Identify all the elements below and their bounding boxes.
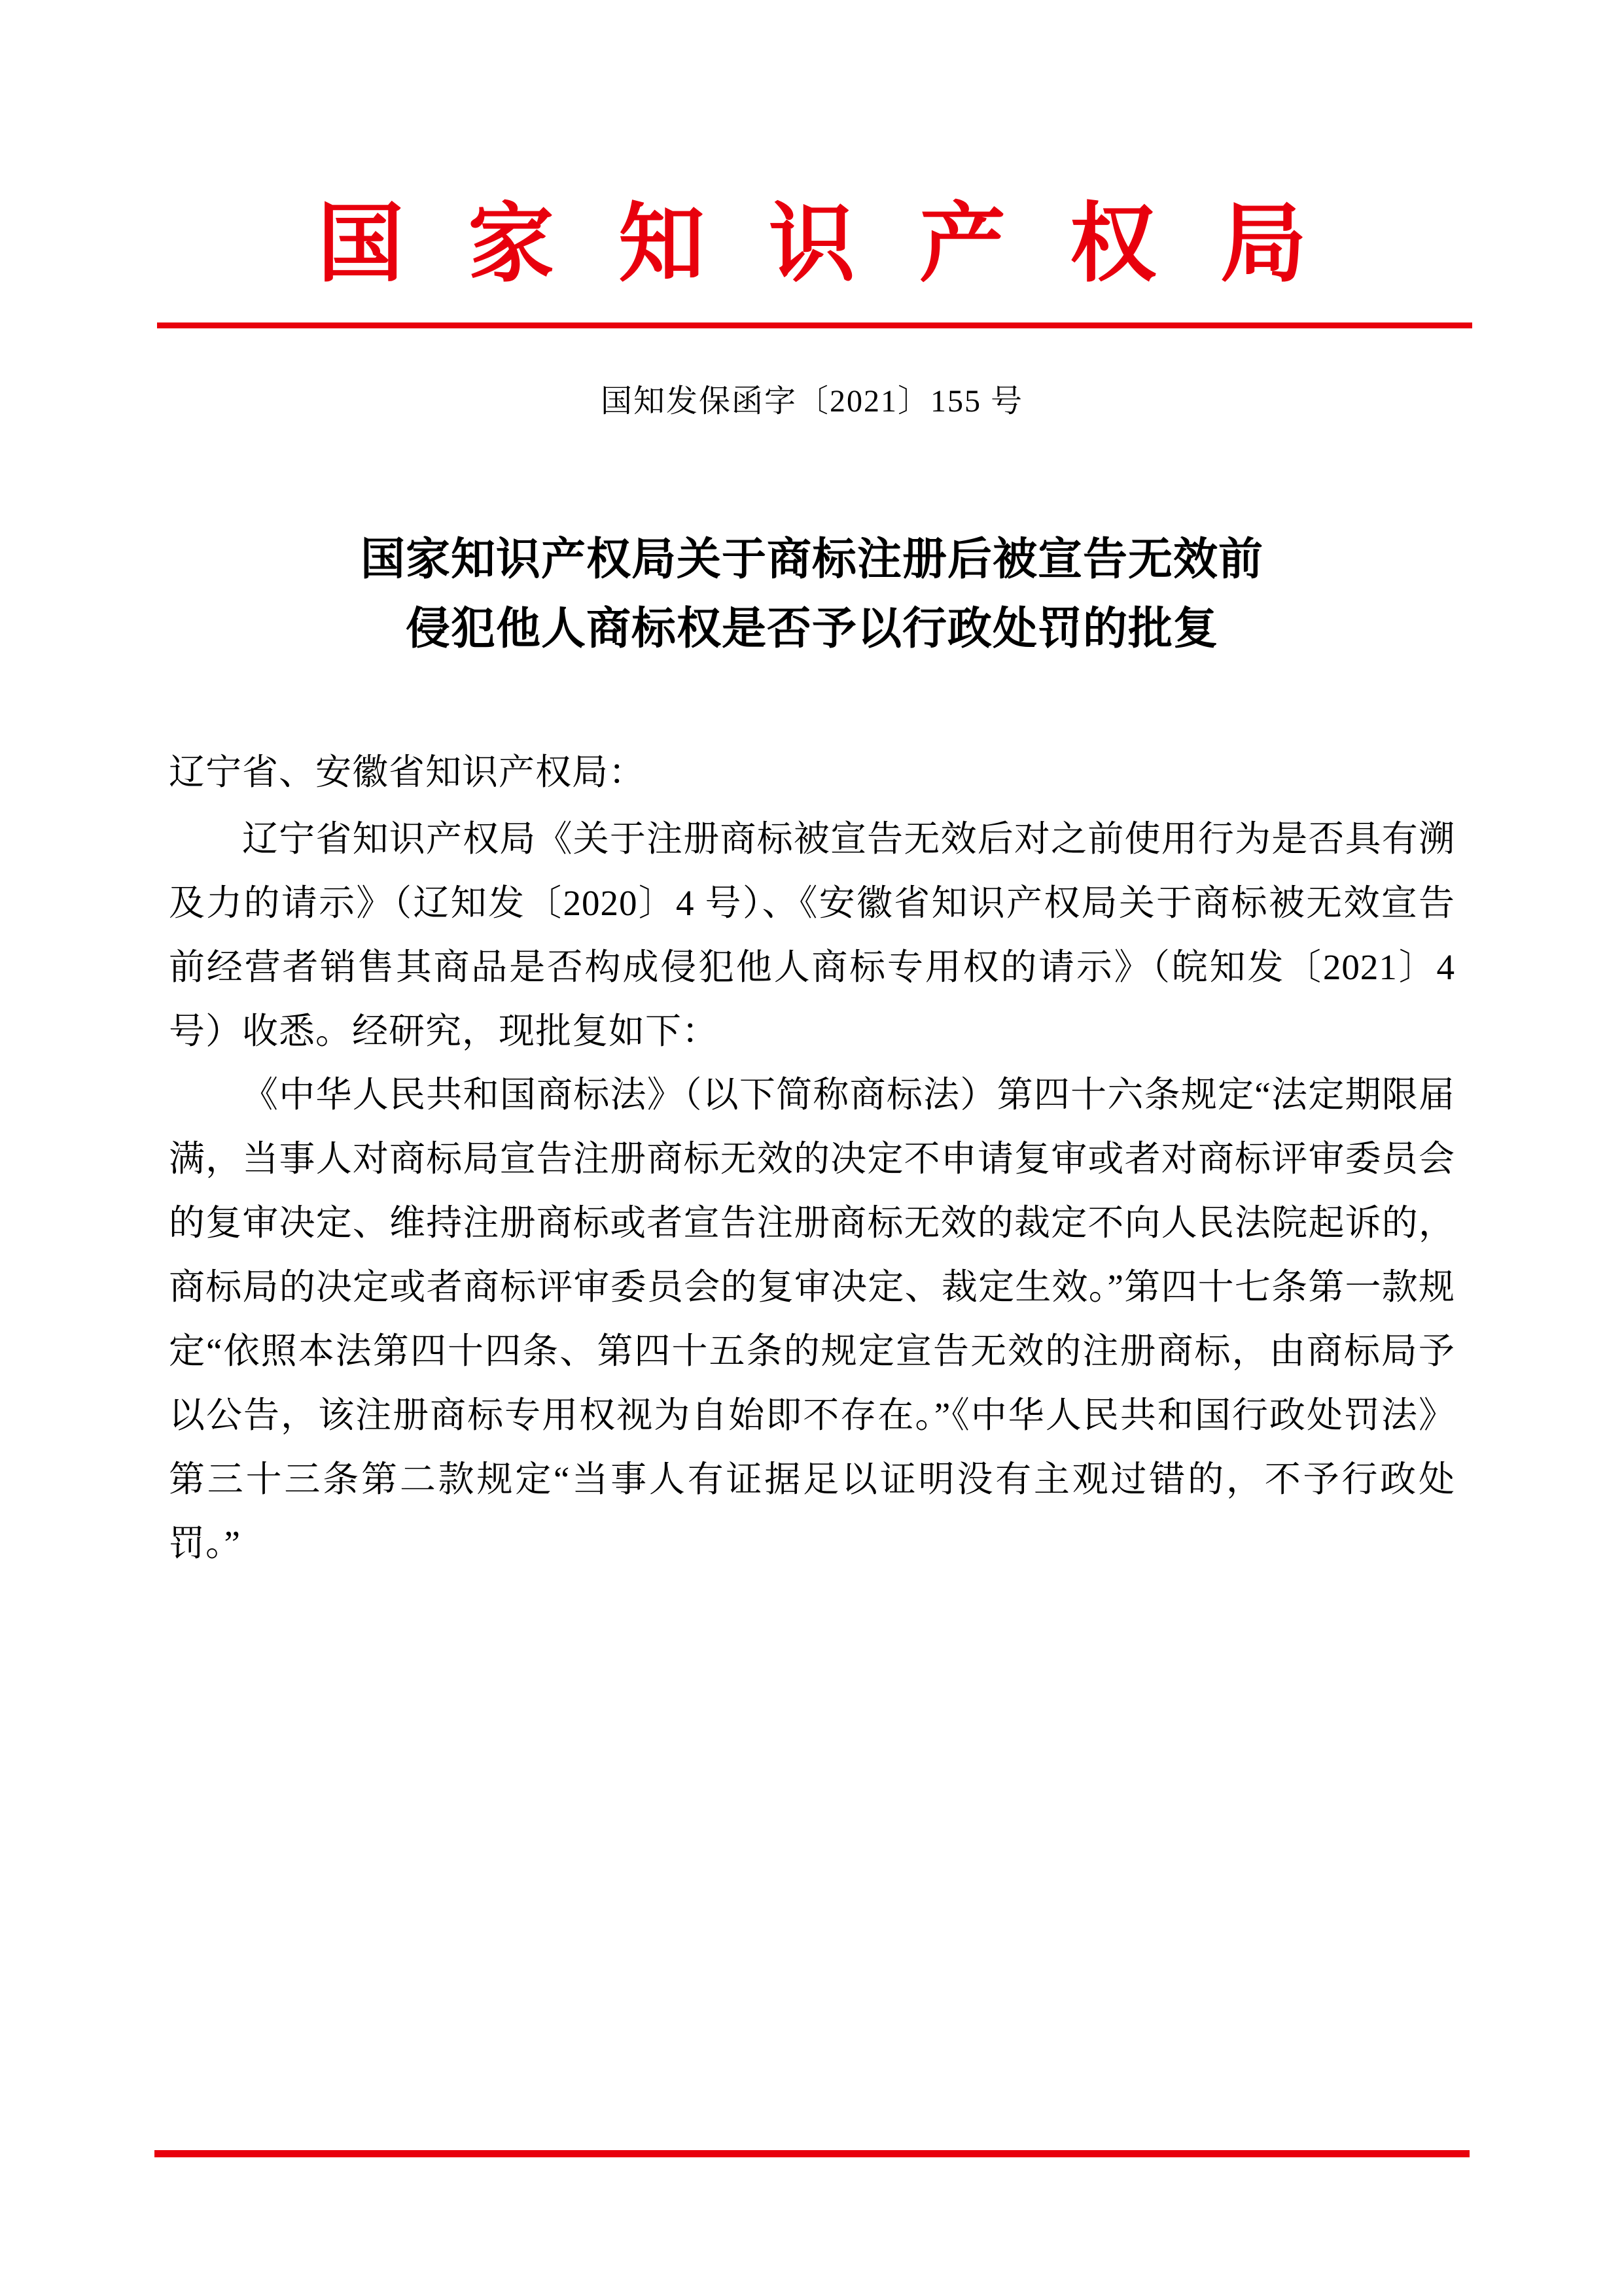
document-title-line-2: 侵犯他人商标权是否予以行政处罚的批复 (405, 602, 1218, 655)
body-paragraph-1: 辽宁省知识产权局《关于注册商标被宣告无效后对之前使用行为是否具有溯及力的请示》（辽知发〔2020〕4 号）、《安徽省知识产权局关于商标被无效宣告前经营者销售其商品是否构成侵犯他人商标专用权的请示》（皖知发〔2021〕4 号）收悉。经研究，现批复如下： (169, 818, 1455, 1051)
masthead (157, 0, 1467, 328)
body-paragraph-2: 《中华人民共和国商标法》（以下简称商标法）第四十六条规定“法定期限届满，当事人对商标局宣告注册商标无效的决定不申请复审或者对商标评审委员会的复审决定、维持注册商标或者宣告注册商标无效的裁定不向人民法院起诉的，商标局的决定或者商标评审委员会的复审决定、裁定生效。”第四十七条第一款规定“依照本法第四十四条、第四十五条的规定宣告无效的注册商标，由商标局予以公告，该注册商标专用权视为自始即不存在。”《中华人民共和国行政处罚法》第三十三条第二款规定“当事人有证据足以证明没有主观过错的，不予行政处罚。” (169, 1075, 1455, 1563)
masthead-red-rule (157, 322, 1472, 328)
document-number: 国知发保函字〔2021〕155 号 (600, 384, 1023, 419)
document-body (157, 740, 1467, 1576)
footer-red-rule (154, 2150, 1470, 2157)
document-title-line-1: 国家知识产权局关于商标注册后被宣告无效前 (360, 533, 1263, 586)
salutation: 辽宁省、安徽省知识产权局： (169, 752, 646, 792)
issuing-organization-title: 国 家 知 识 产 权 局 (317, 193, 1324, 294)
document-title (157, 525, 1467, 663)
document-number-row (157, 375, 1467, 421)
